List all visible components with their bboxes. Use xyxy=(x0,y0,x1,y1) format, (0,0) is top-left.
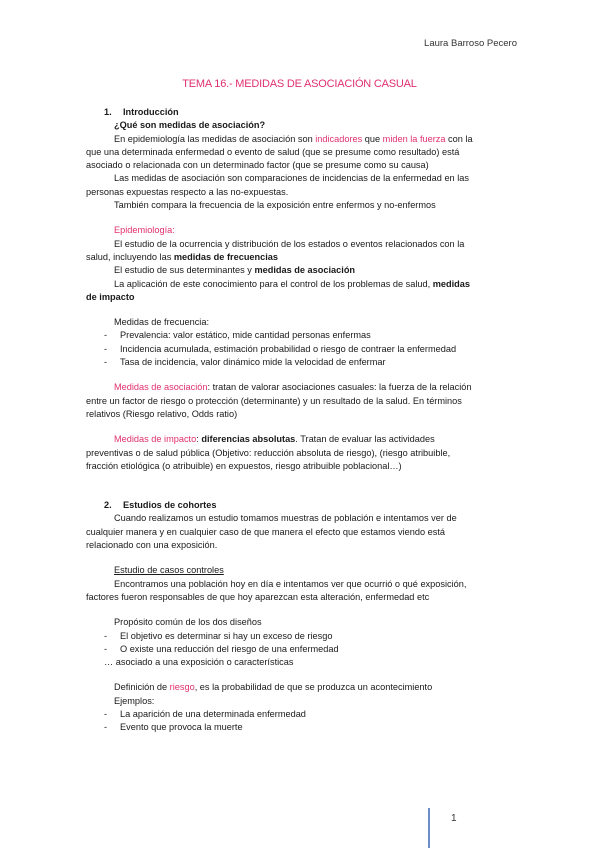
list-item: - Incidencia acumulada, estimación probabilidad o riesgo de contraer la enfermedad xyxy=(104,343,457,354)
paragraph-line: Encontramos una población hoy en día e intentamos ver que ocurrió o qué exposición, xyxy=(114,578,467,589)
list-item: - La aparición de una determinada enfermedad xyxy=(104,708,306,719)
epidemiology-label: Epidemiología: xyxy=(114,225,175,236)
question-heading: ¿Qué son medidas de asociación? xyxy=(114,120,266,131)
paragraph-line: Las medidas de asociación son comparaciones de incidencias de la enfermedad en las xyxy=(114,173,469,184)
section-heading: 1. Introducción xyxy=(104,107,179,117)
paragraph-line: cualquier manera y en cualquier caso de que manera el efecto que estamos viendo está xyxy=(86,526,446,537)
document-title: TEMA 16.- MEDIDAS DE ASOCIACIÓN CASUAL xyxy=(182,78,417,90)
paragraph-line: … asociado a una exposición o características xyxy=(104,657,294,668)
paragraph-line: salud, incluyendo las medidas de frecuencias xyxy=(86,251,279,262)
paragraph-line: preventivas o de salud pública (Objetivo: reducción absoluta de riesgo), (riesgo atribuible, xyxy=(86,447,451,458)
list-item: - El objetivo es determinar si hay un exceso de riesgo xyxy=(104,630,333,641)
document-body xyxy=(86,106,533,735)
paragraph-line: En epidemiología las medidas de asociación son indicadores que miden la fuerza con la xyxy=(114,133,473,144)
paragraph-line: El estudio de sus determinantes y medidas de asociación xyxy=(114,265,356,276)
paragraph-line: que una determinada enfermedad o evento de salud (que se presume como resultado) está xyxy=(86,146,460,157)
subsection-title: Estudio de casos controles xyxy=(114,565,224,576)
section-heading: 2. Estudios de cohortes xyxy=(104,500,217,511)
paragraph-line: relacionado con una exposición. xyxy=(86,540,218,551)
list-item: - Evento que provoca la muerte xyxy=(104,722,243,733)
paragraph-line: relativos (Riesgo relativo, Odds ratio) xyxy=(86,408,238,419)
list-item: - Tasa de incidencia, valor dinámico mide la velocidad de enfermar xyxy=(104,357,386,368)
paragraph-line: personas expuestas respecto a las no-expuestas. xyxy=(86,186,289,197)
paragraph-line: factores fueron responsables de que hoy aparezcan esta alteración, enfermedad etc xyxy=(86,591,430,602)
examples-label: Ejemplos: xyxy=(114,695,155,706)
paragraph-line: de impacto xyxy=(86,291,135,302)
paragraph-line: También compara la frecuencia de la exposición entre enfermos y no-enfermos xyxy=(114,200,436,211)
list-item: - O existe una reducción del riesgo de una enfermedad xyxy=(104,643,339,654)
purpose-title: Propósito común de los dos diseños xyxy=(114,617,262,628)
author-name: Laura Barroso Pecero xyxy=(424,38,517,49)
page-number: 1 xyxy=(451,813,457,824)
paragraph-line: asociado o relacionada con un determinado factor (que se presume como su causa) xyxy=(86,160,429,171)
frequency-title: Medidas de frecuencia: xyxy=(114,317,209,328)
paragraph-line: El estudio de la ocurrencia y distribución de los estados o eventos relacionados con la xyxy=(114,238,465,249)
paragraph-line: Cuando realizamos un estudio tomamos muestras de población e intentamos ver de xyxy=(114,513,457,524)
paragraph-line: fracción etiológica (o atribuible) en expuestos, riesgo atribuible poblacional…) xyxy=(86,460,402,471)
list-item: - Prevalencia: valor estático, mide cantidad personas enfermas xyxy=(104,330,371,341)
paragraph-line: Definición de riesgo, es la probabilidad de que se produzca un acontecimiento xyxy=(114,682,433,693)
footer-rule xyxy=(428,808,430,848)
paragraph-line: entre un factor de riesgo o protección (determinante) y un resultado de la salud. En términos xyxy=(86,395,462,406)
paragraph-line: Medidas de asociación: tratan de valorar asociaciones casuales: la fuerza de la relación xyxy=(114,382,472,393)
paragraph-line: La aplicación de este conocimiento para el control de los problemas de salud, medidas xyxy=(114,278,470,289)
paragraph-line: Medidas de impacto: diferencias absolutas. Tratan de evaluar las actividades xyxy=(114,434,435,445)
